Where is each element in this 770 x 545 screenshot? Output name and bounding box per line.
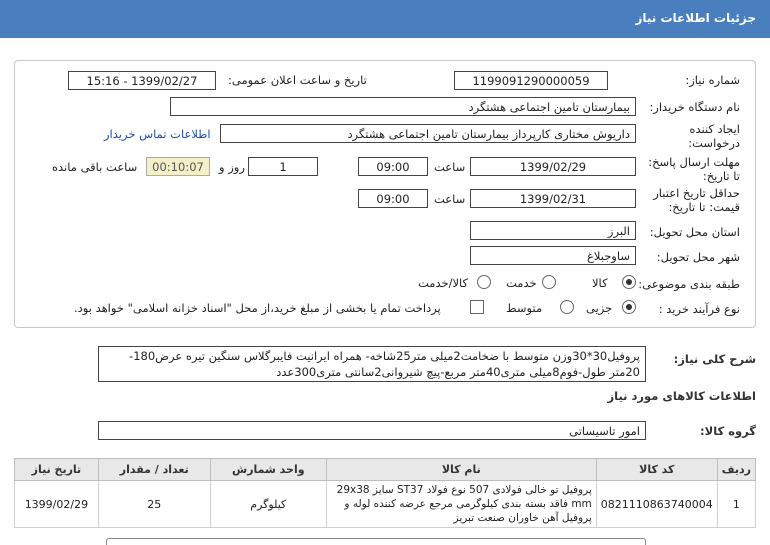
validity-label-line2: قیمت: تا تاریخ: [668, 200, 740, 214]
creator-field: داریوش مختاری کارپرداز بیمارستان تامین اجتماعی هشتگرد [220, 124, 636, 143]
cell-quantity: 25 [98, 481, 210, 528]
announce-date-field: 1399/02/27 - 15:16 [68, 71, 216, 90]
column-header-date: تاریخ نیاز [15, 459, 99, 481]
days-field: 1 [248, 157, 318, 176]
deadline-time-field: 09:00 [358, 157, 428, 176]
process-medium-radio[interactable] [560, 300, 574, 314]
process-minor-label: جزیی [586, 301, 613, 315]
province-field: البرز [470, 221, 636, 240]
page-title: جزئیات اطلاعات نیاز [635, 11, 756, 25]
cell-index: 1 [717, 481, 755, 528]
deadline-label-line2: تا تاریخ: [702, 169, 740, 183]
creator-label-line2: درخواست: [688, 136, 740, 150]
category-goods-label: کالا [592, 276, 608, 290]
deadline-date-field: 1399/02/29 [470, 157, 636, 176]
column-header-quantity: تعداد / مقدار [98, 459, 210, 481]
table-row[interactable] [15, 481, 756, 528]
remaining-timer: 00:10:07 [146, 157, 210, 176]
category-both-radio[interactable] [477, 275, 491, 289]
description-label: شرح کلی نیاز: [673, 352, 756, 366]
need-number-label: شماره نیاز: [685, 73, 740, 87]
cell-name: پروفیل تو خالی فولادی 507 نوع فولاد ST37 سایز 29x38 mm فاقد بسته بندی کیلوگرمی مرجع عرضه کننده لوله و پروفیل آهن خاوران صنعت تبریز [326, 481, 596, 528]
creator-label-line1: ایجاد کننده [689, 122, 740, 136]
column-header-code: کد کالا [596, 459, 717, 481]
column-header-name: نام کالا [326, 459, 596, 481]
goods-table [14, 458, 756, 528]
cell-date: 1399/02/29 [15, 481, 99, 528]
city-field: ساوجبلاغ [470, 246, 636, 265]
description-field: پروفیل30*30وزن متوسط با ضخامت2میلی متر25شاخه- همراه ایرانیت فایبرگلاس سنگین تیره عرض180-20متر طول-فوم8میلی متری40متر مربع-پیچ شیروانی2سانتی متری300عدد [98, 346, 646, 382]
need-number-field: 1199091290000059 [454, 71, 608, 90]
process-medium-label: متوسط [506, 301, 543, 315]
category-label: طبقه بندی موضوعی: [638, 277, 740, 291]
deadline-time-label: ساعت [434, 160, 466, 174]
column-header-index: ردیف [717, 459, 755, 481]
buyer-field: بیمارستان تامین اجتماعی هشتگرد [170, 97, 636, 116]
validity-date-field: 1399/02/31 [470, 189, 636, 208]
goods-group-field: امور تاسیساتی [98, 421, 646, 440]
goods-table-header [15, 459, 756, 481]
next-section-box [106, 538, 646, 545]
cell-unit: کیلوگرم [210, 481, 326, 528]
remaining-label: ساعت باقی مانده [52, 160, 138, 174]
validity-label-line1: حداقل تاریخ اعتبار [653, 186, 740, 200]
validity-time-label: ساعت [434, 192, 466, 206]
category-goods-radio[interactable] [622, 275, 636, 289]
treasury-payment-label: پرداخت تمام یا بخشی از مبلغ خرید،از محل "اسناد خزانه اسلامی" خواهد بود. [74, 301, 441, 315]
process-label: نوع فرآیند خرید : [658, 302, 740, 316]
days-label: روز و [219, 160, 245, 174]
category-both-label: کالا/خدمت [418, 276, 469, 290]
buyer-label: نام دستگاه خریدار: [649, 100, 740, 114]
cell-code: 0821110863740004 [596, 481, 717, 528]
goods-section-title: اطلاعات کالاهای مورد نیاز [607, 389, 756, 403]
page-header [0, 0, 770, 38]
announce-date-label: تاریخ و ساعت اعلان عمومی: [228, 73, 367, 87]
validity-time-field: 09:00 [358, 189, 428, 208]
column-header-unit: واحد شمارش [210, 459, 326, 481]
deadline-label-line1: مهلت ارسال پاسخ: [648, 155, 740, 169]
goods-group-label: گروه کالا: [700, 424, 756, 438]
process-minor-radio[interactable] [622, 300, 636, 314]
category-service-label: خدمت [506, 276, 537, 290]
category-service-radio[interactable] [542, 275, 556, 289]
treasury-payment-checkbox[interactable] [470, 300, 484, 314]
buyer-contact-link[interactable]: اطلاعات تماس خریدار [104, 127, 211, 141]
province-label: استان محل تحویل: [649, 225, 740, 239]
city-label: شهر محل تحویل: [656, 250, 740, 264]
